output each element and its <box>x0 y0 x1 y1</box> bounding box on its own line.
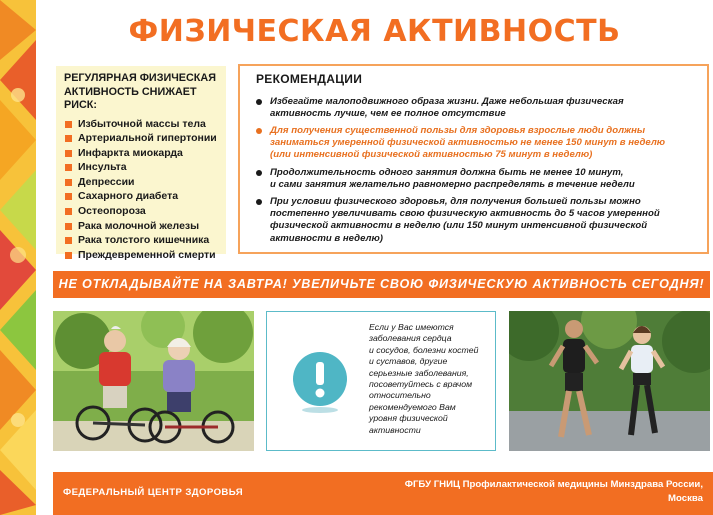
recommendation-item <box>270 167 700 191</box>
bullet-square-icon <box>65 193 72 200</box>
bullet-square-icon <box>65 121 72 128</box>
call-to-action-banner: НЕ ОТКЛАДЫВАЙТЕ НА ЗАВТРА! УВЕЛИЧЬТЕ СВОЮ ФИЗИЧЕСКУЮ АКТИВНОСТЬ СЕГОДНЯ! <box>53 271 710 298</box>
recommendation-line: активности в неделю) <box>270 232 383 244</box>
recommendation-line: и сами занятия желательно равномерно распределять в течение недели <box>270 179 635 191</box>
advice-line: Если у Вас имеются <box>369 322 454 332</box>
bullet-square-icon <box>65 223 72 230</box>
bullet-dot-icon <box>256 128 262 134</box>
footer-bar <box>53 472 713 515</box>
risk-list-item <box>64 117 226 132</box>
advice-line: активности <box>369 424 421 435</box>
risk-list-item <box>64 233 226 248</box>
exclamation-icon <box>291 352 349 420</box>
recommendation-item <box>270 196 700 245</box>
recommendation-line: постепенно увеличивать свою физическую активность до 5 часов умеренной <box>270 208 660 220</box>
photo-seniors-cycling <box>53 311 254 451</box>
risk-item-label: Инсульта <box>78 161 127 174</box>
risk-item-label: Артериальной гипертонии <box>78 132 217 145</box>
recommendation-line: Для получения существенной пользы для здоровья взрослые люди должны <box>270 125 646 136</box>
recommendations-heading: РЕКОМЕНДАЦИИ <box>256 72 363 86</box>
advice-line: уровня физической <box>369 413 448 424</box>
footer-institution-line: ФГБУ ГНИЦ Профилактической медицины Минздрава России, <box>404 479 703 490</box>
recommendation-line: При условии физического здоровья, для получения большей пользы можно <box>270 196 641 207</box>
risk-heading-line: РЕГУЛЯРНАЯ ФИЗИЧЕСКАЯ <box>64 72 216 84</box>
recommendation-line: заниматься умеренной физической активностью не менее 150 минут в неделю <box>270 137 666 149</box>
risk-item-label: Избыточной массы тела <box>78 117 206 130</box>
recommendations-panel <box>238 64 709 254</box>
recommendation-line: Продолжительность одного занятия должна быть не менее 10 минут, <box>270 167 624 178</box>
risk-item-label: Рака молочной железы <box>78 219 200 232</box>
risk-list-item <box>64 160 226 175</box>
recommendation-item <box>270 96 700 120</box>
bullet-dot-icon <box>256 199 262 205</box>
recommendation-line: Избегайте малоподвижного образа жизни. Даже небольшая физическая <box>270 96 624 107</box>
advice-line: относительно <box>369 390 431 401</box>
risk-list-item <box>64 248 226 263</box>
bullet-square-icon <box>65 135 72 142</box>
risk-reduction-panel <box>56 66 226 261</box>
risk-item-label: Преждевременной смерти <box>78 248 216 261</box>
risk-list-item <box>64 131 226 146</box>
risk-item-label: Сахарного диабета <box>78 190 179 203</box>
bullet-dot-icon <box>256 99 262 105</box>
risk-item-label: Рака толстого кишечника <box>78 234 210 247</box>
risk-list-item <box>64 146 226 161</box>
advice-line: серьезные заболевания, <box>369 367 469 378</box>
risk-list-item <box>64 219 226 234</box>
decorative-left-strip <box>0 0 36 515</box>
footer-organization: ФЕДЕРАЛЬНЫЙ ЦЕНТР ЗДОРОВЬЯ <box>63 487 243 498</box>
risk-list-item <box>64 175 226 190</box>
medical-advice-text <box>369 322 493 436</box>
risk-item-label: Депрессии <box>78 175 135 188</box>
page-title: ФИЗИЧЕСКАЯ АКТИВНОСТЬ <box>128 14 621 49</box>
risk-item-label: Инфаркта миокарда <box>78 146 183 159</box>
photo-runners <box>509 311 710 451</box>
bullet-square-icon <box>65 164 72 171</box>
risk-list-item <box>64 204 226 219</box>
bullet-square-icon <box>65 150 72 157</box>
risk-item-label: Остеопороза <box>78 205 146 218</box>
risk-list-item <box>64 189 226 204</box>
advice-line: и суставов, другие <box>369 356 448 367</box>
bullet-square-icon <box>65 252 72 259</box>
risk-heading <box>64 72 226 113</box>
bullet-square-icon <box>65 208 72 215</box>
advice-line: заболевания сердца <box>369 333 452 344</box>
medical-advice-box <box>266 311 496 451</box>
advice-line: и сосудов, болезни костей <box>369 344 479 355</box>
recommendation-item-highlight <box>270 125 700 162</box>
recommendation-line: активность лучше, чем ее полное отсутствие <box>270 108 506 120</box>
recommendation-line: (или интенсивной физической активностью 75 минут в неделю) <box>270 149 593 161</box>
footer-institution <box>405 478 703 506</box>
risk-heading-line: АКТИВНОСТЬ СНИЖАЕТ РИСК: <box>64 85 197 111</box>
bullet-square-icon <box>65 237 72 244</box>
footer-institution-line: Москва <box>668 493 703 504</box>
risk-list <box>64 117 226 263</box>
recommendation-line: физической активности в неделю (или 150 минут интенсивной физической <box>270 220 648 232</box>
bullet-square-icon <box>65 179 72 186</box>
advice-line: посоветуйтесь с врачом <box>369 379 473 390</box>
advice-line: рекомендуемого Вам <box>369 401 456 412</box>
bullet-dot-icon <box>256 170 262 176</box>
